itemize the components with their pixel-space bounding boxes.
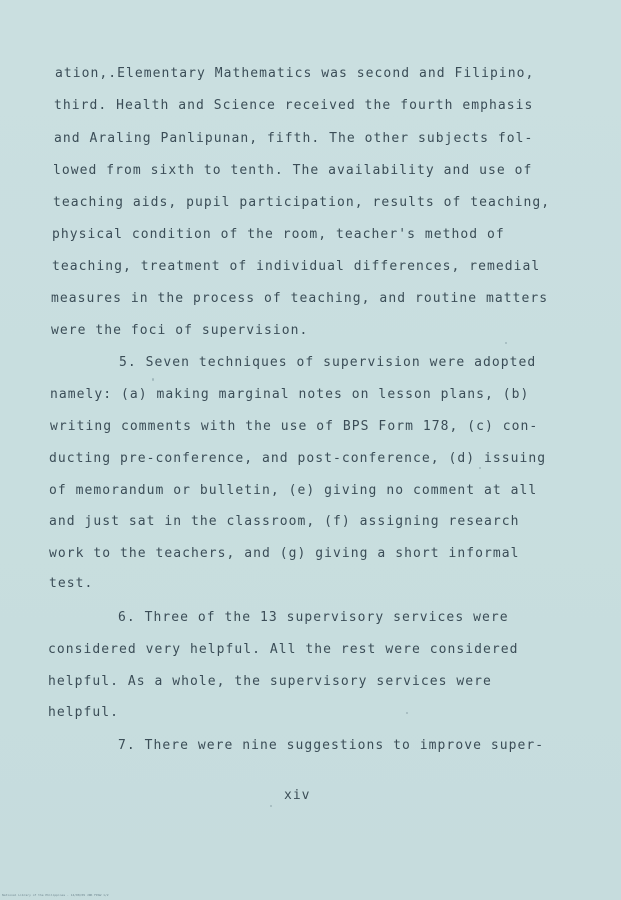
- scan-speck: [505, 342, 507, 344]
- text-line: lowed from sixth to tenth. The availability and use of: [53, 163, 533, 178]
- text-line: 6. Three of the 13 supervisory services were: [118, 610, 509, 625]
- text-line: of memorandum or bulletin, (e) giving no comment at all: [49, 483, 538, 498]
- text-line: 7. There were nine suggestions to improve super-: [118, 738, 545, 753]
- text-line: 5. Seven techniques of supervision were adopted: [119, 355, 537, 370]
- text-line: and Araling Panlipunan, fifth. The other subjects fol-: [54, 131, 534, 146]
- text-line: measures in the process of teaching, and routine matters: [51, 291, 549, 306]
- text-line: namely: (a) making marginal notes on lesson plans, (b): [50, 387, 530, 402]
- scan-speck: [406, 712, 408, 714]
- page-number: xiv: [284, 788, 311, 803]
- text-line: were the foci of supervision.: [51, 323, 309, 338]
- text-line: teaching aids, pupil participation, results of teaching,: [53, 195, 551, 210]
- text-line: helpful. As a whole, the supervisory services were: [48, 674, 492, 689]
- scan-speck: [270, 805, 272, 807]
- scan-speck: [152, 378, 154, 381]
- text-line: writing comments with the use of BPS Form 178, (c) con-: [50, 419, 539, 434]
- text-line: and just sat in the classroom, (f) assigning research: [49, 514, 520, 529]
- text-line: teaching, treatment of individual differences, remedial: [52, 259, 541, 274]
- text-line: work to the teachers, and (g) giving a short informal: [49, 546, 520, 561]
- text-line: helpful.: [48, 705, 120, 720]
- text-line: physical condition of the room, teacher's method of: [52, 227, 505, 242]
- text-line: test.: [49, 576, 94, 591]
- scan-footer-note: National Library of the Philippines · 14/08/09 JRR FPAW 1/2: [2, 893, 109, 897]
- text-line: considered very helpful. All the rest were considered: [48, 642, 519, 657]
- scan-speck: [479, 467, 481, 469]
- text-line: ation,.Elementary Mathematics was second and Filipino,: [55, 66, 535, 81]
- text-line: ducting pre-conference, and post-conference, (d) issuing: [49, 451, 547, 466]
- text-line: third. Health and Science received the fourth emphasis: [54, 98, 534, 113]
